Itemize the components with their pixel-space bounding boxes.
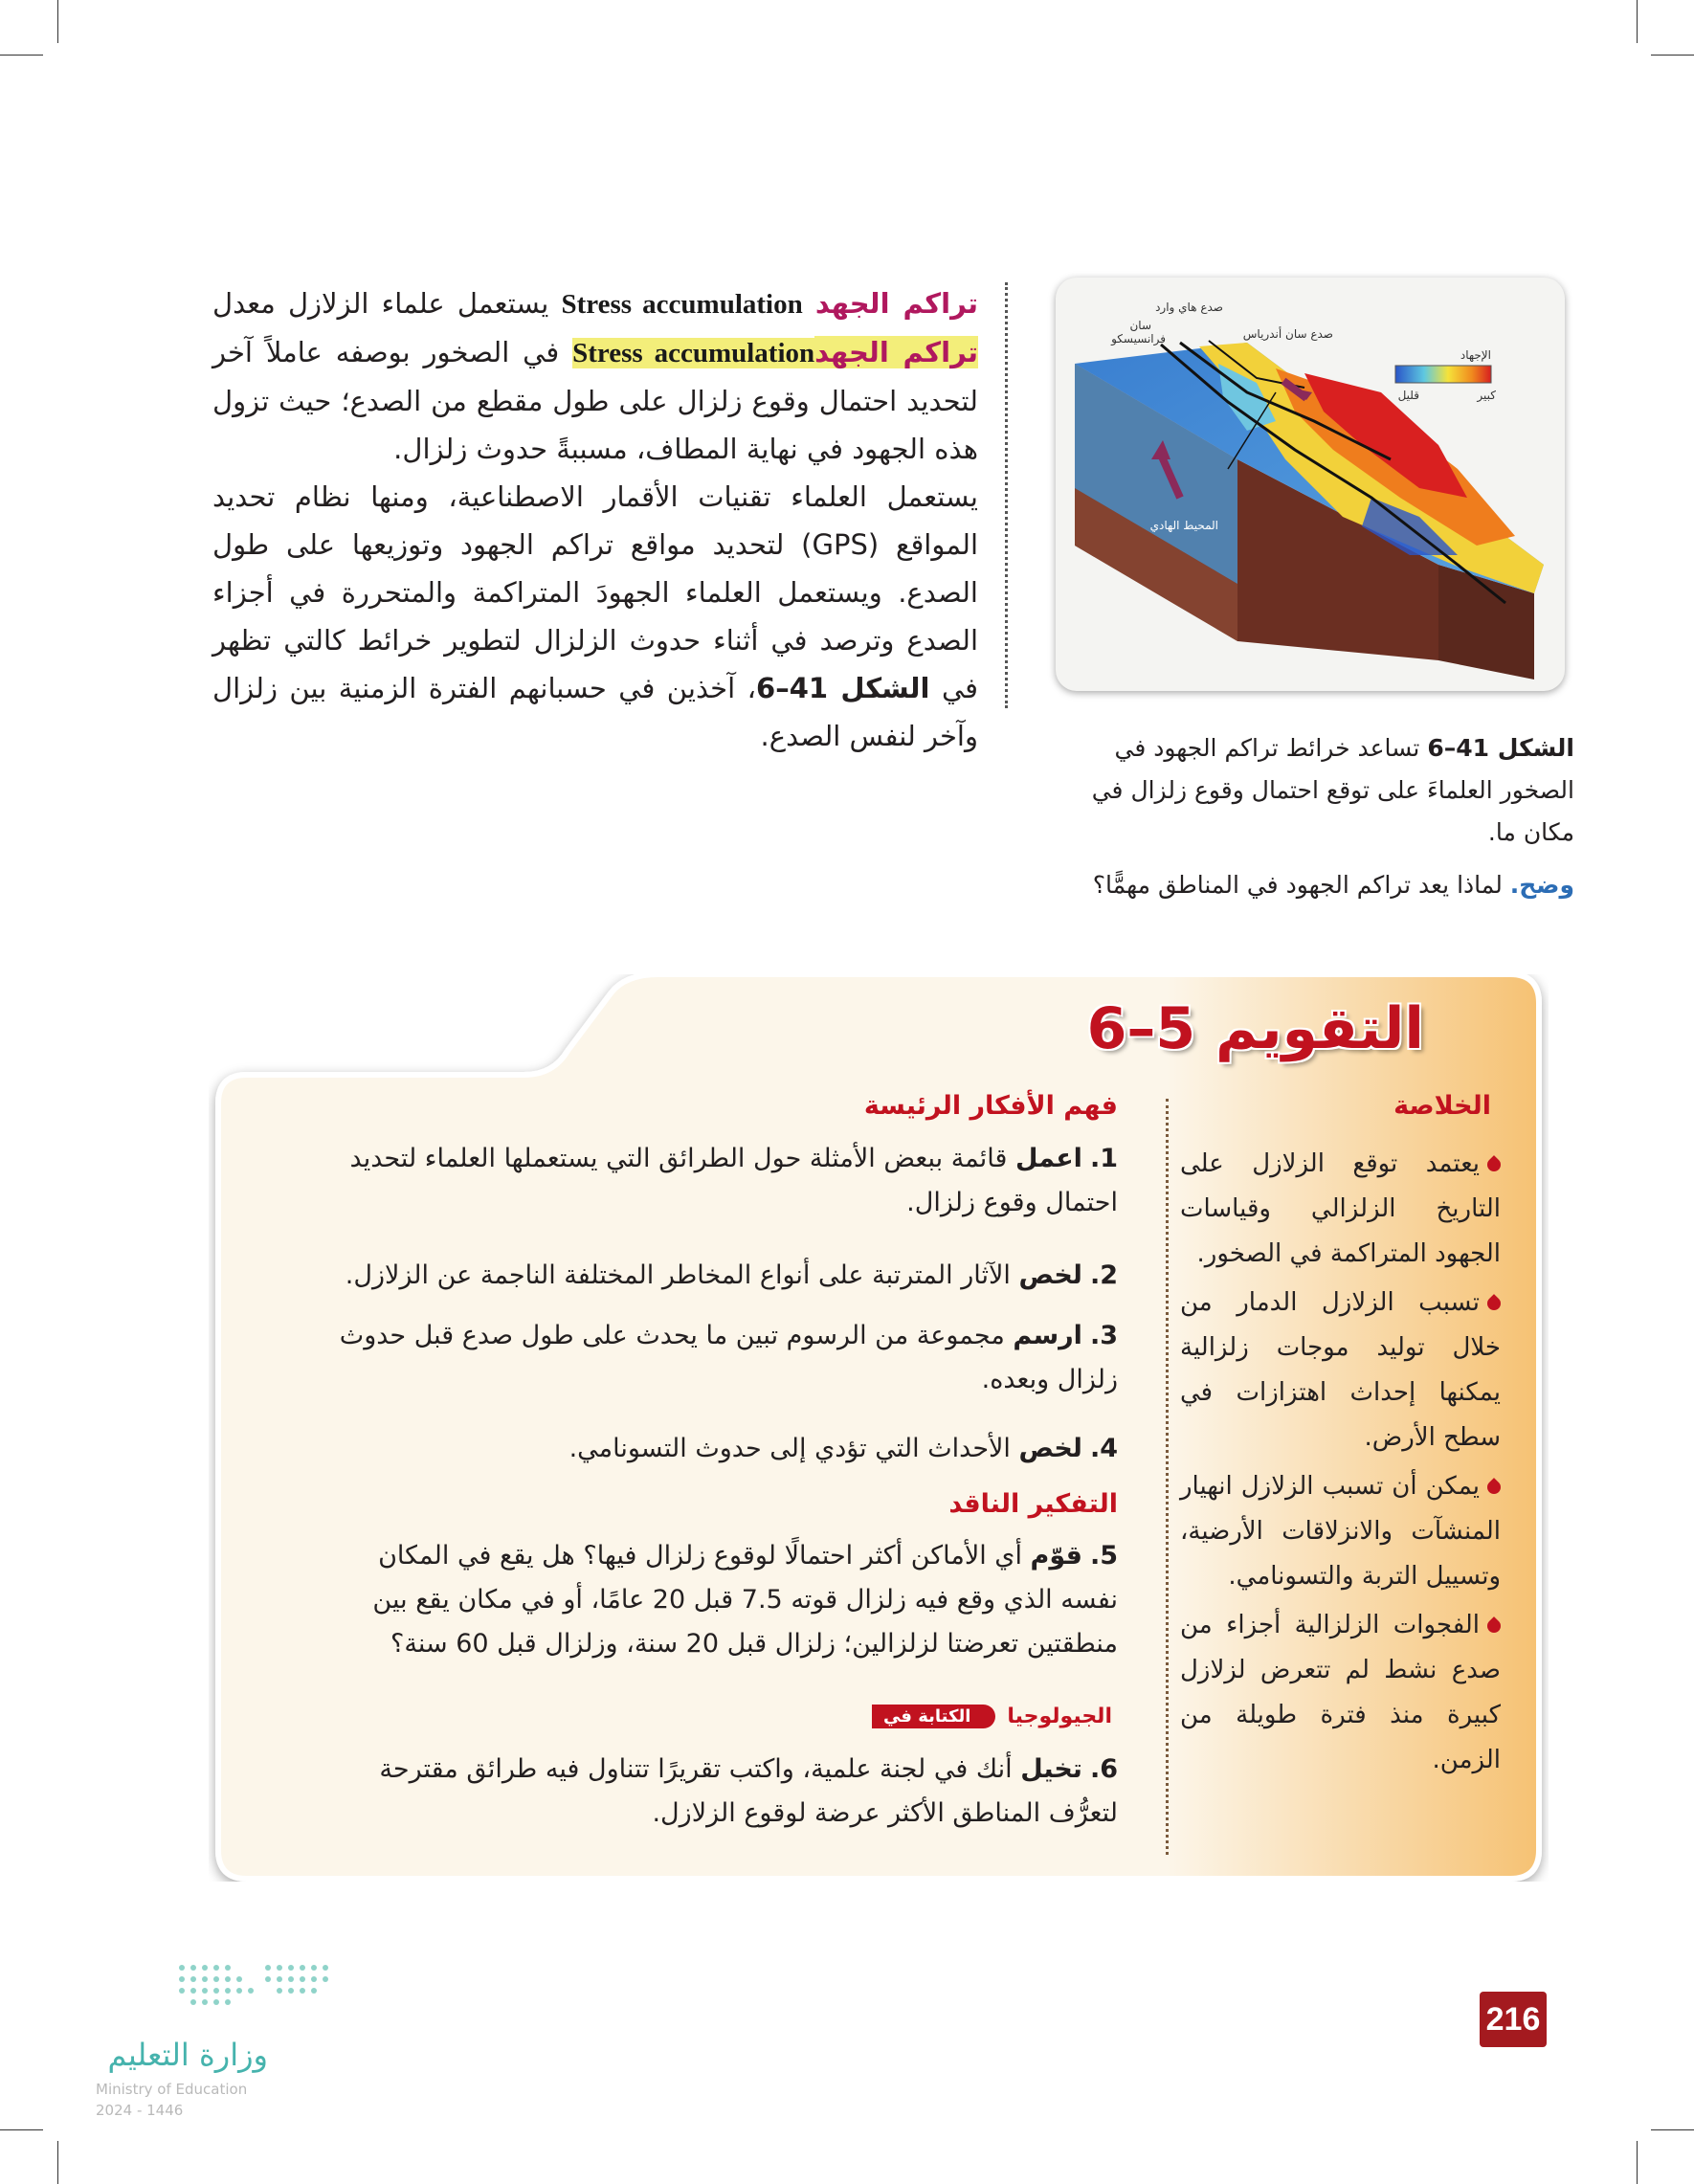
column-divider bbox=[1005, 282, 1008, 708]
crop-mark bbox=[1651, 55, 1694, 56]
question-item: 2.لخص الآثار المترتبة على أنواع المخاطر المختلفة الناجمة عن الزلازل. bbox=[345, 1260, 1118, 1290]
label-hayward: صدع هاي وارد bbox=[1155, 301, 1223, 314]
crop-mark bbox=[1637, 2141, 1638, 2184]
crop-mark bbox=[57, 2141, 58, 2184]
question-item: 4.لخص الأحداث التي تؤدي إلى حدوث التسونامي. bbox=[568, 1434, 1118, 1463]
ministry-name-english: Ministry of Education bbox=[96, 2081, 248, 2098]
intro-para2-end: ، آخذين في حسبانهم الفترة الزمنية بين زلزال وآخر لنفس الصدع. bbox=[212, 672, 978, 752]
logo-dots-icon bbox=[172, 1949, 421, 2025]
question-text: لماذا يعد تراكم الجهود في المناطق مهمًّا؟ bbox=[1092, 871, 1510, 899]
assessment-title: التقويم 5–6 bbox=[1086, 995, 1424, 1062]
highlight-term-english: Stress accumulation bbox=[572, 338, 815, 368]
crop-mark bbox=[57, 0, 58, 43]
question-item: 5.قوّم أي الأماكن أكثر احتمالًا لوقوع زلزال فيها؟ هل يقع في المكان نفسه الذي وقع فيه زلزال قوته 7.5 قبل 20 عامًا، أو في مكان يقع بين منطقتين تعرضتا لزلزالين؛ زلزال قبل 20 سنة، وزلزال قبل 60 سنة؟ bbox=[372, 1541, 1118, 1659]
intro-para1-rest: في الصخور بوصفه عاملاً آخر لتحديد احتمال وقوع زلزال على طول مقطع من الصدع؛ حيث تزول هذه الجهود في نهاية المطاف، مسببةً حدوث زلزال. bbox=[212, 336, 978, 465]
term-english: Stress accumulation bbox=[561, 289, 803, 320]
crop-mark bbox=[0, 2129, 43, 2130]
crop-mark bbox=[0, 55, 43, 56]
question-item: 3.ارسم مجموعة من الرسوم تبين ما يحدث على طول صدع قبل حدوث زلزال وبعده. bbox=[339, 1321, 1118, 1394]
question-item: 1.اعمل قائمة ببعض الأمثلة حول الطرائق التي يستعملها العلماء لتحديد احتمال وقوع زلزال. bbox=[349, 1144, 1118, 1217]
question-item: 6.تخيل أنك في لجنة علمية، واكتب تقريرًا تتناول فيه طرائق مقترحة لتعرُّف المناطق الأكثر عرضة لوقوع الزلازل. bbox=[379, 1754, 1118, 1828]
edition-year: 2024 - 1446 bbox=[96, 2102, 184, 2119]
bullet-icon bbox=[1484, 1478, 1504, 1497]
summary-item: تسبب الزلازل الدمار من خلال توليد موجات زلزالية يمكنها إحداث اهتزازات في سطح الأرض. bbox=[1180, 1281, 1501, 1460]
label-san-andreas: صدع سان أندرياس bbox=[1242, 327, 1333, 341]
critical-thinking-heading: التفكير الناقد bbox=[948, 1489, 1118, 1519]
bullet-icon bbox=[1484, 1155, 1504, 1174]
highlight-term-arabic: تراكم الجهد bbox=[814, 336, 979, 368]
intro-para2: يستعمل العلماء تقنيات الأقمار الاصطناعية، ومنها نظام تحديد المواقع (GPS) لتحديد مواقع تراكم الجهود وتوزيعها على طول الصدع. ويستعمل العلماء الجهودَ المتراكمة والمتحررة في أجزاء الصدع وترصد في أثناء حدوث الزلزال لتطوير خرائط كالتي تظهر في bbox=[212, 480, 978, 704]
main-ideas-heading: فهم الأفكار الرئيسة bbox=[863, 1091, 1118, 1121]
panel-divider bbox=[1166, 1099, 1169, 1855]
label-sf-1: سان bbox=[1129, 319, 1151, 332]
ministry-logo bbox=[96, 1949, 345, 2121]
crop-mark bbox=[1651, 2129, 1694, 2130]
legend-high: كبير bbox=[1477, 389, 1496, 402]
summary-item: يعتمد توقع الزلازل على التاريخ الزلزالي وقياسات الجهود المتراكمة في الصخور. bbox=[1180, 1142, 1501, 1277]
legend-low: قليل bbox=[1397, 389, 1419, 402]
label-sf-2: فرانسيسكو bbox=[1111, 332, 1166, 345]
caption-number: الشكل 41–6 bbox=[1427, 734, 1574, 762]
summary-item: الفجوات الزلزالية أجزاء من صدع نشط لم تتعرض لزلازل كبيرة منذ فترة طويلة من الزمن. bbox=[1180, 1603, 1501, 1783]
summary-list bbox=[1180, 1142, 1501, 1787]
summary-item: يمكن أن تسبب الزلازل انهيار المنشآت والانزلاقات الأرضية، وتسييل التربة والتسونامي. bbox=[1180, 1464, 1501, 1599]
intro-paragraph-2 bbox=[212, 473, 978, 760]
bullet-icon bbox=[1484, 1616, 1504, 1636]
figure-caption bbox=[1053, 727, 1574, 854]
figure-reference: الشكل 41–6 bbox=[756, 672, 930, 704]
assessment-panel bbox=[209, 974, 1549, 1882]
writing-in-geology-tag: الجيولوجيا الكتابة في bbox=[872, 1700, 1118, 1732]
bullet-icon bbox=[1484, 1294, 1504, 1313]
caption-text: تساعد خرائط تراكم الجهود في الصخور العلماءَ على توقع احتمال وقوع زلزال في مكان ما. bbox=[1091, 734, 1574, 846]
intro-line1: يستعمل علماء الزلازل معدل bbox=[212, 287, 549, 320]
ministry-name-arabic: وزارة التعليم bbox=[107, 2037, 268, 2073]
figure-question bbox=[1053, 871, 1574, 899]
legend-title: الإجهاد bbox=[1460, 348, 1491, 362]
summary-heading: الخلاصة bbox=[1393, 1091, 1491, 1121]
stress-map-image bbox=[1056, 278, 1565, 691]
stress-map-figure bbox=[1056, 278, 1565, 691]
label-pacific: المحيط الهادي bbox=[1149, 519, 1218, 532]
question-keyword: وضح. bbox=[1509, 871, 1574, 899]
intro-text bbox=[212, 279, 978, 760]
crop-mark bbox=[1637, 0, 1638, 43]
page-number: 216 bbox=[1480, 1992, 1547, 2047]
term-arabic: تراكم الجهد bbox=[814, 287, 979, 320]
intro-paragraph-1 bbox=[212, 279, 978, 473]
